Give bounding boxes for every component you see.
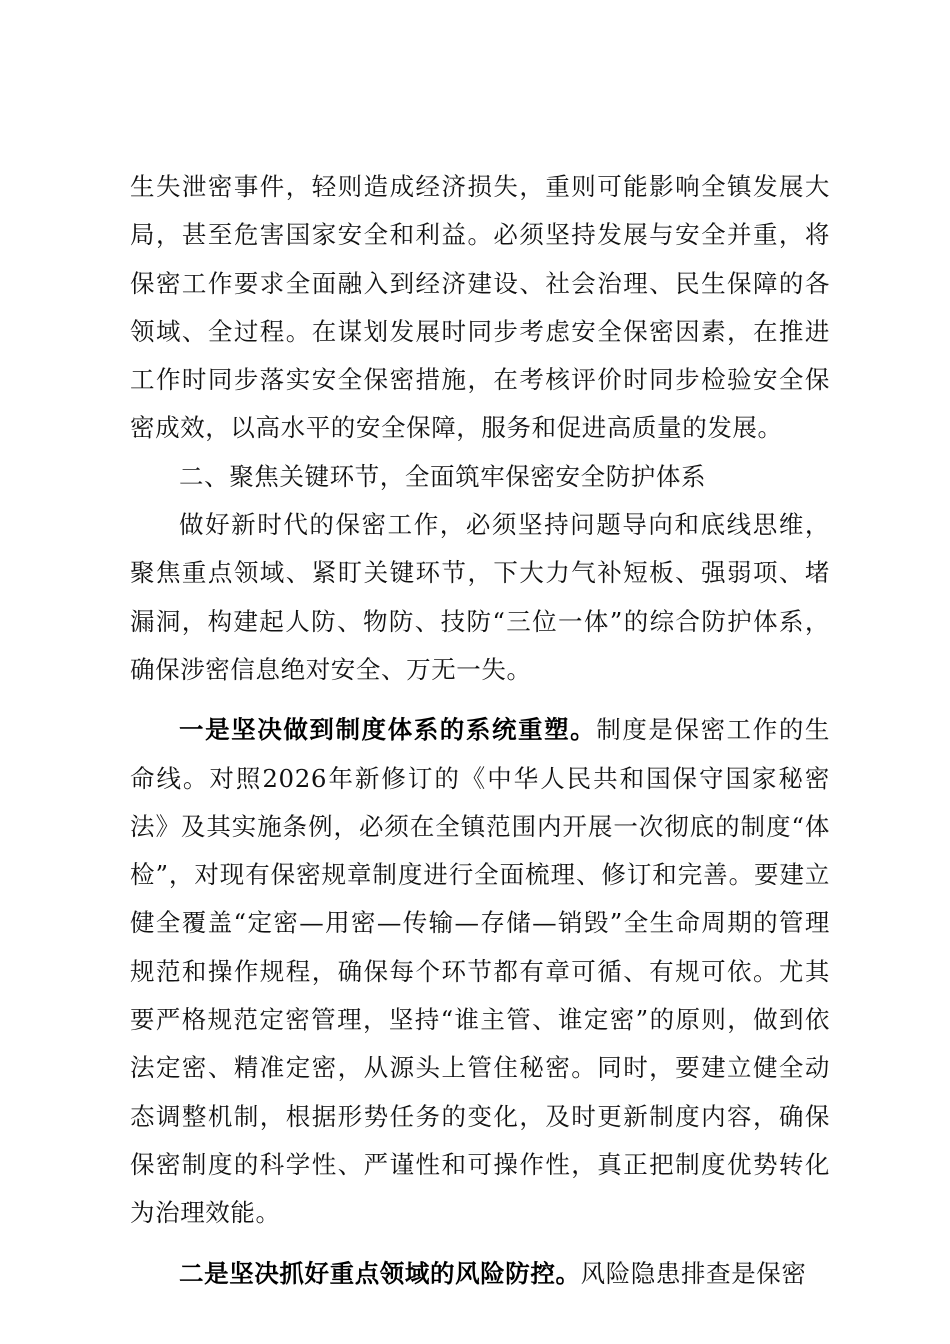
section-heading-text: 二、聚焦关键环节，全面筑牢保密安全防护体系 xyxy=(179,461,707,491)
paragraph-text: 生失泄密事件，轻则造成经济损失，重则可能影响全镇发展大局，甚至危害国家安全和利益。必须坚持发展与安全并重，将保密工作要求全面融入到经济建设、社会治理、民生保障的各领域、全过程。在谋划发展时同步考虑安全保密因素，在推进工作时同步落实安全保密措施，在考核评价时同步检验安全保密成效，以高水平的安全保障，服务和促进高质量的发展。 xyxy=(130,172,830,443)
point-two-lead: 二是坚决抓好重点领域的风险防控。 xyxy=(179,1258,581,1288)
paragraph-intro xyxy=(130,501,830,694)
paragraph-text: 制度是保密工作的生命线。对照2026年新修订的《中华人民共和国保守国家秘密法》及其实施条例，必须在全镇范围内开展一次彻底的制度“体检”，对现有保密规章制度进行全面梳理、修订和完善。要建立健全覆盖“定密—用密—传输—存储—销毁”全生命周期的管理规范和操作规程，确保每个环节都有章可循、有规可依。尤其要严格规范定密管理，坚持“谁主管、谁定密”的原则，做到依法定密、精准定密，从源头上管住秘密。同时，要建立健全动态调整机制，根据形势任务的变化，及时更新制度内容，确保保密制度的科学性、严谨性和可操作性，真正把制度优势转化为治理效能。 xyxy=(130,715,830,1228)
paragraph-point-two xyxy=(130,1250,830,1298)
section-heading xyxy=(130,453,830,501)
paragraph-continuation xyxy=(130,163,830,453)
document-body xyxy=(130,163,830,1298)
paragraph-point-one xyxy=(130,706,830,1237)
point-one-lead: 一是坚决做到制度体系的系统重塑。 xyxy=(179,715,597,745)
paragraph-text: 风险隐患排查是保密 xyxy=(580,1258,807,1288)
paragraph-text: 做好新时代的保密工作，必须坚持问题导向和底线思维，聚焦重点领域、紧盯关键环节，下大力气补短板、强弱项、堵漏洞，构建起人防、物防、技防“三位一体”的综合防护体系，确保涉密信息绝对安全、万无一失。 xyxy=(130,510,830,684)
